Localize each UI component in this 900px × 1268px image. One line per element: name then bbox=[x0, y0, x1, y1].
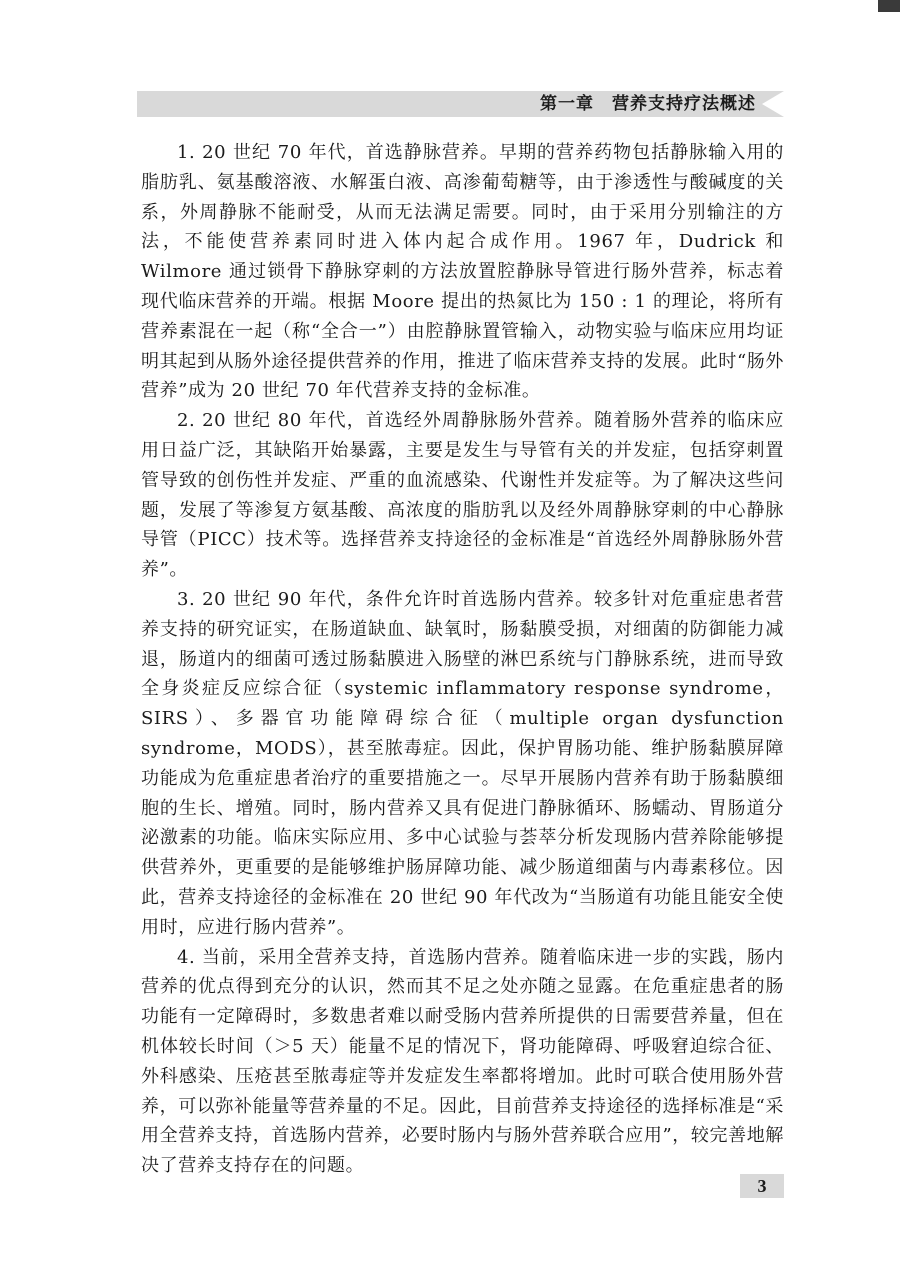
paragraph-1: 1. 20 世纪 70 年代，首选静脉营养。早期的营养药物包括静脉输入用的脂肪乳、氨基酸溶液、水解蛋白液、高渗葡萄糖等，由于渗透性与酸碱度的关系，外周静脉不能耐受，从而无法满足需要。同时，由于采用分别输注的方法，不能使营养素同时进入体内起合成作用。1967 年，Dudrick 和 Wilmore 通过锁骨下静脉穿刺的方法放置腔静脉导管进行肠外营养，标志着现代临床营养的开端。根据 Moore 提出的热氮比为 150 : 1 的理论，将所有营养素混在一起（称“全合一”）由腔静脉置管输入，动物实验与临床应用均证明其起到从肠外途径提供营养的作用，推进了临床营养支持的发展。此时“肠外营养”成为 20 世纪 70 年代营养支持的金标准。 bbox=[141, 142, 784, 402]
chapter-title: 第一章 营养支持疗法概述 bbox=[540, 94, 756, 114]
paragraph-4: 4. 当前，采用全营养支持，首选肠内营养。随着临床进一步的实践，肠内营养的优点得到充分的认识，然而其不足之处亦随之显露。在危重症患者的肠功能有一定障碍时，多数患者难以耐受肠内营养所提供的日需要营养量，但在机体较长时间（＞5 天）能量不足的情况下，肾功能障碍、呼吸窘迫综合征、外科感染、压疮甚至脓毒症等并发症发生率都将增加。此时可联合使用肠外营养，可以弥补能量等营养量的不足。因此，目前营养支持途径的选择标准是“采用全营养支持，首选肠内营养，必要时肠内与肠外营养联合应用”，较完善地解决了营养支持存在的问题。 bbox=[141, 946, 784, 1177]
paragraph-2: 2. 20 世纪 80 年代，首选经外周静脉肠外营养。随着肠外营养的临床应用日益广泛，其缺陷开始暴露，主要是发生与导管有关的并发症，包括穿刺置管导致的创伤性并发症、严重的血流感染、代谢性并发症等。为了解决这些问题，发展了等渗复方氨基酸、高浓度的脂肪乳以及经外周静脉穿刺的中心静脉导管（PICC）技术等。选择营养支持途径的金标准是“首选经外周静脉肠外营养”。 bbox=[141, 410, 784, 581]
corner-mark bbox=[878, 0, 900, 12]
body-text bbox=[141, 138, 784, 1181]
paragraph-3: 3. 20 世纪 90 年代，条件允许时首选肠内营养。较多针对危重症患者营养支持的研究证实，在肠道缺血、缺氧时，肠黏膜受损，对细菌的防御能力减退，肠道内的细菌可透过肠黏膜进入肠壁的淋巴系统与门静脉系统，进而导致全身炎症反应综合征（systemic inflammatory response syndrome，SIRS）、多器官功能障碍综合征（multiple organ dysfunction syndrome，MODS），甚至脓毒症。因此，保护胃肠功能、维护肠黏膜屏障功能成为危重症患者治疗的重要措施之一。尽早开展肠内营养有助于肠黏膜细胞的生长、增殖。同时，肠内营养又具有促进门静脉循环、肠蠕动、胃肠道分泌激素的功能。临床实际应用、多中心试验与荟萃分析发现肠内营养除能够提供营养外，更重要的是能够维护肠屏障功能、减少肠道细菌与内毒素移位。因此，营养支持途径的金标准在 20 世纪 90 年代改为“当肠道有功能且能安全使用时，应进行肠内营养”。 bbox=[141, 588, 784, 938]
running-header-tab bbox=[762, 91, 784, 117]
page-number: 3 bbox=[757, 1176, 767, 1196]
